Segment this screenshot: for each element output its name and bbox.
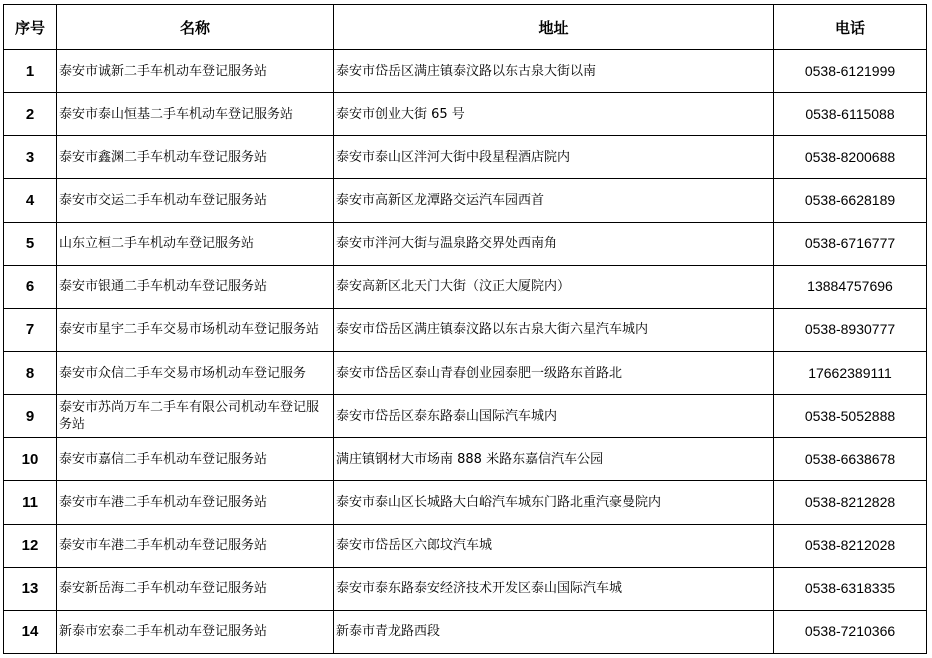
row-phone-cell: 0538-8200688 <box>774 136 927 179</box>
row-index-cell: 8 <box>4 351 57 394</box>
row-name-cell: 泰安市银通二手车机动车登记服务站 <box>57 265 334 308</box>
row-address-cell: 泰安市岱岳区满庄镇泰汶路以东古泉大街以南 <box>334 50 774 93</box>
table-row <box>4 395 927 438</box>
row-index-cell: 9 <box>4 395 57 438</box>
row-address-cell: 泰安市岱岳区泰山青春创业园泰肥一级路东首路北 <box>334 351 774 394</box>
row-phone-cell: 0538-6628189 <box>774 179 927 222</box>
row-phone-cell: 0538-6121999 <box>774 50 927 93</box>
table-row <box>4 610 927 653</box>
row-name-cell: 山东立桓二手车机动车登记服务站 <box>57 222 334 265</box>
service-station-table <box>3 4 927 654</box>
row-index-cell: 3 <box>4 136 57 179</box>
row-phone-cell: 0538-8212828 <box>774 481 927 524</box>
row-address-cell: 泰安市岱岳区满庄镇泰汶路以东古泉大街六星汽车城内 <box>334 308 774 351</box>
table-row <box>4 438 927 481</box>
row-index-cell: 13 <box>4 567 57 610</box>
table-row <box>4 308 927 351</box>
table-row <box>4 222 927 265</box>
table-row <box>4 50 927 93</box>
table-row <box>4 136 927 179</box>
row-phone-cell: 17662389111 <box>774 351 927 394</box>
row-address-cell: 泰安市泰山区长城路大白峪汽车城东门路北重汽豪曼院内 <box>334 481 774 524</box>
row-address-cell: 新泰市青龙路西段 <box>334 610 774 653</box>
table-body <box>4 50 927 654</box>
row-index-cell: 11 <box>4 481 57 524</box>
row-name-cell: 泰安市星宇二手车交易市场机动车登记服务站 <box>57 308 334 351</box>
row-address-cell: 泰安高新区北天门大街（汶正大厦院内） <box>334 265 774 308</box>
row-address-cell: 泰安市岱岳区六郎坟汽车城 <box>334 524 774 567</box>
row-index-cell: 12 <box>4 524 57 567</box>
row-name-cell: 新泰市宏泰二手车机动车登记服务站 <box>57 610 334 653</box>
row-phone-cell: 0538-8212028 <box>774 524 927 567</box>
header-phone: 电话 <box>774 5 927 50</box>
header-name: 名称 <box>57 5 334 50</box>
row-phone-cell: 0538-7210366 <box>774 610 927 653</box>
row-name-cell: 泰安市苏尚万车二手车有限公司机动车登记服务站 <box>57 395 334 438</box>
row-address-cell: 泰安市泰东路泰安经济技术开发区泰山国际汽车城 <box>334 567 774 610</box>
row-name-cell: 泰安市车港二手车机动车登记服务站 <box>57 481 334 524</box>
table-header-row <box>4 5 927 50</box>
table-row <box>4 524 927 567</box>
table-row <box>4 265 927 308</box>
row-name-cell: 泰安市车港二手车机动车登记服务站 <box>57 524 334 567</box>
row-name-cell: 泰安市嘉信二手车机动车登记服务站 <box>57 438 334 481</box>
row-name-cell: 泰安市鑫渊二手车机动车登记服务站 <box>57 136 334 179</box>
row-phone-cell: 0538-8930777 <box>774 308 927 351</box>
row-phone-cell: 13884757696 <box>774 265 927 308</box>
row-index-cell: 2 <box>4 93 57 136</box>
row-index-cell: 14 <box>4 610 57 653</box>
row-phone-cell: 0538-6115088 <box>774 93 927 136</box>
row-address-cell: 满庄镇钢材大市场南 888 米路东嘉信汽车公园 <box>334 438 774 481</box>
row-address-cell: 泰安市泮河大街与温泉路交界处西南角 <box>334 222 774 265</box>
row-index-cell: 7 <box>4 308 57 351</box>
row-phone-cell: 0538-6318335 <box>774 567 927 610</box>
table-row <box>4 567 927 610</box>
row-name-cell: 泰安新岳海二手车机动车登记服务站 <box>57 567 334 610</box>
table-row <box>4 351 927 394</box>
row-address-cell: 泰安市高新区龙潭路交运汽车园西首 <box>334 179 774 222</box>
row-phone-cell: 0538-6716777 <box>774 222 927 265</box>
table-row <box>4 179 927 222</box>
row-phone-cell: 0538-6638678 <box>774 438 927 481</box>
row-name-cell: 泰安市诚新二手车机动车登记服务站 <box>57 50 334 93</box>
row-name-cell: 泰安市众信二手车交易市场机动车登记服务 <box>57 351 334 394</box>
table-row <box>4 481 927 524</box>
header-index: 序号 <box>4 5 57 50</box>
row-name-cell: 泰安市交运二手车机动车登记服务站 <box>57 179 334 222</box>
row-address-cell: 泰安市泰山区泮河大街中段星程酒店院内 <box>334 136 774 179</box>
row-index-cell: 5 <box>4 222 57 265</box>
table-row <box>4 93 927 136</box>
row-name-cell: 泰安市泰山恒基二手车机动车登记服务站 <box>57 93 334 136</box>
row-address-cell: 泰安市创业大街 65 号 <box>334 93 774 136</box>
row-index-cell: 4 <box>4 179 57 222</box>
row-index-cell: 6 <box>4 265 57 308</box>
row-index-cell: 10 <box>4 438 57 481</box>
row-address-cell: 泰安市岱岳区泰东路泰山国际汽车城内 <box>334 395 774 438</box>
row-phone-cell: 0538-5052888 <box>774 395 927 438</box>
header-address: 地址 <box>334 5 774 50</box>
row-index-cell: 1 <box>4 50 57 93</box>
